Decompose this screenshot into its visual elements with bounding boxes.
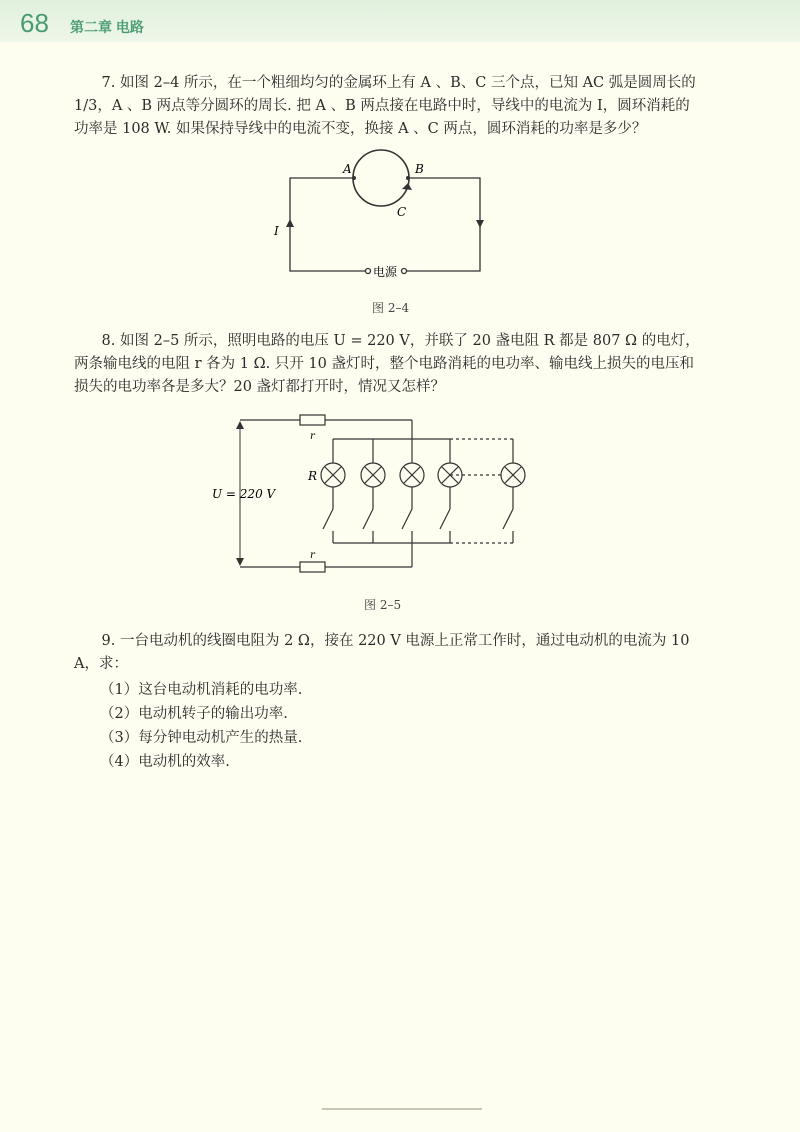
problem-9-item-4: （4）电动机的效率. <box>100 754 230 770</box>
wire-left <box>290 178 365 271</box>
resistor-top-label: r <box>310 431 315 442</box>
problem-9-item-2: （2）电动机转子的输出功率. <box>100 706 288 722</box>
lamp-resistance-label: R <box>308 469 318 483</box>
problem-9-item-3: （3）每分钟电动机产生的热量. <box>100 730 303 746</box>
resistor-bottom-label: r <box>310 550 315 561</box>
page-number: 68 <box>20 8 49 38</box>
source-terminal-left <box>366 269 371 274</box>
source-terminal-right <box>402 269 407 274</box>
point-b <box>406 176 410 180</box>
chapter-title: 第二章 电路 <box>70 19 144 35</box>
figure-2-4-caption: 图 2–4 <box>372 301 410 315</box>
figure-2-4 <box>270 145 500 285</box>
current-arrow-right <box>476 220 484 228</box>
label-b: B <box>415 162 424 176</box>
footer-line <box>322 1108 482 1110</box>
resistor-bottom <box>300 562 325 572</box>
voltage-label: U = 220 V <box>212 487 276 501</box>
lamp <box>400 463 424 487</box>
ring-arrow <box>402 183 412 190</box>
problem-9-item-1: （1）这台电动机消耗的电功率. <box>100 682 303 698</box>
metal-ring <box>353 150 409 206</box>
power-source-label: 电源 <box>373 265 398 279</box>
label-a: A <box>343 162 352 176</box>
resistor-top <box>300 415 325 425</box>
problem-9-text: 9. 一台电动机的线圈电阻为 2 Ω，接在 220 V 电源上正常工作时，通过电动机的电流为 10 A，求： <box>74 633 690 672</box>
lamp <box>321 463 345 487</box>
voltage-arrow-bottom <box>236 558 244 566</box>
lamp <box>361 463 385 487</box>
figure-2-5 <box>200 405 560 585</box>
voltage-arrow-top <box>236 421 244 429</box>
wire-right <box>407 178 480 271</box>
figure-2-5-caption: 图 2–5 <box>364 598 402 612</box>
problem-7-text: 7. 如图 2–4 所示，在一个粗细均匀的金属环上有 A 、B、C 三个点，已知 AC 弧是圆周长的 1/3，A 、B 两点等分圆环的周长. 把 A 、B 两点接在电路中时，导线中的电流为 I，圆环消耗的功率是 108 W. 如果保持导线中的电流不变，换接 A 、C 两点，圆环消耗的功率是多少？ <box>74 75 696 137</box>
problem-8-text: 8. 如图 2–5 所示，照明电路的电压 U = 220 V，并联了 20 盏电阻 R 都是 807 Ω 的电灯，两条输电线的电阻 r 各为 1 Ω. 只开 10 盏灯时，整个电路消耗的电功率、输电线上损失的电压和损失的电功率各是多大？20 盏灯都打开时，情况又怎样？ <box>74 333 700 395</box>
lamp <box>501 463 525 487</box>
current-arrow-left <box>286 219 294 227</box>
label-c: C <box>397 205 407 219</box>
label-i: I <box>274 224 279 238</box>
point-a <box>352 176 356 180</box>
